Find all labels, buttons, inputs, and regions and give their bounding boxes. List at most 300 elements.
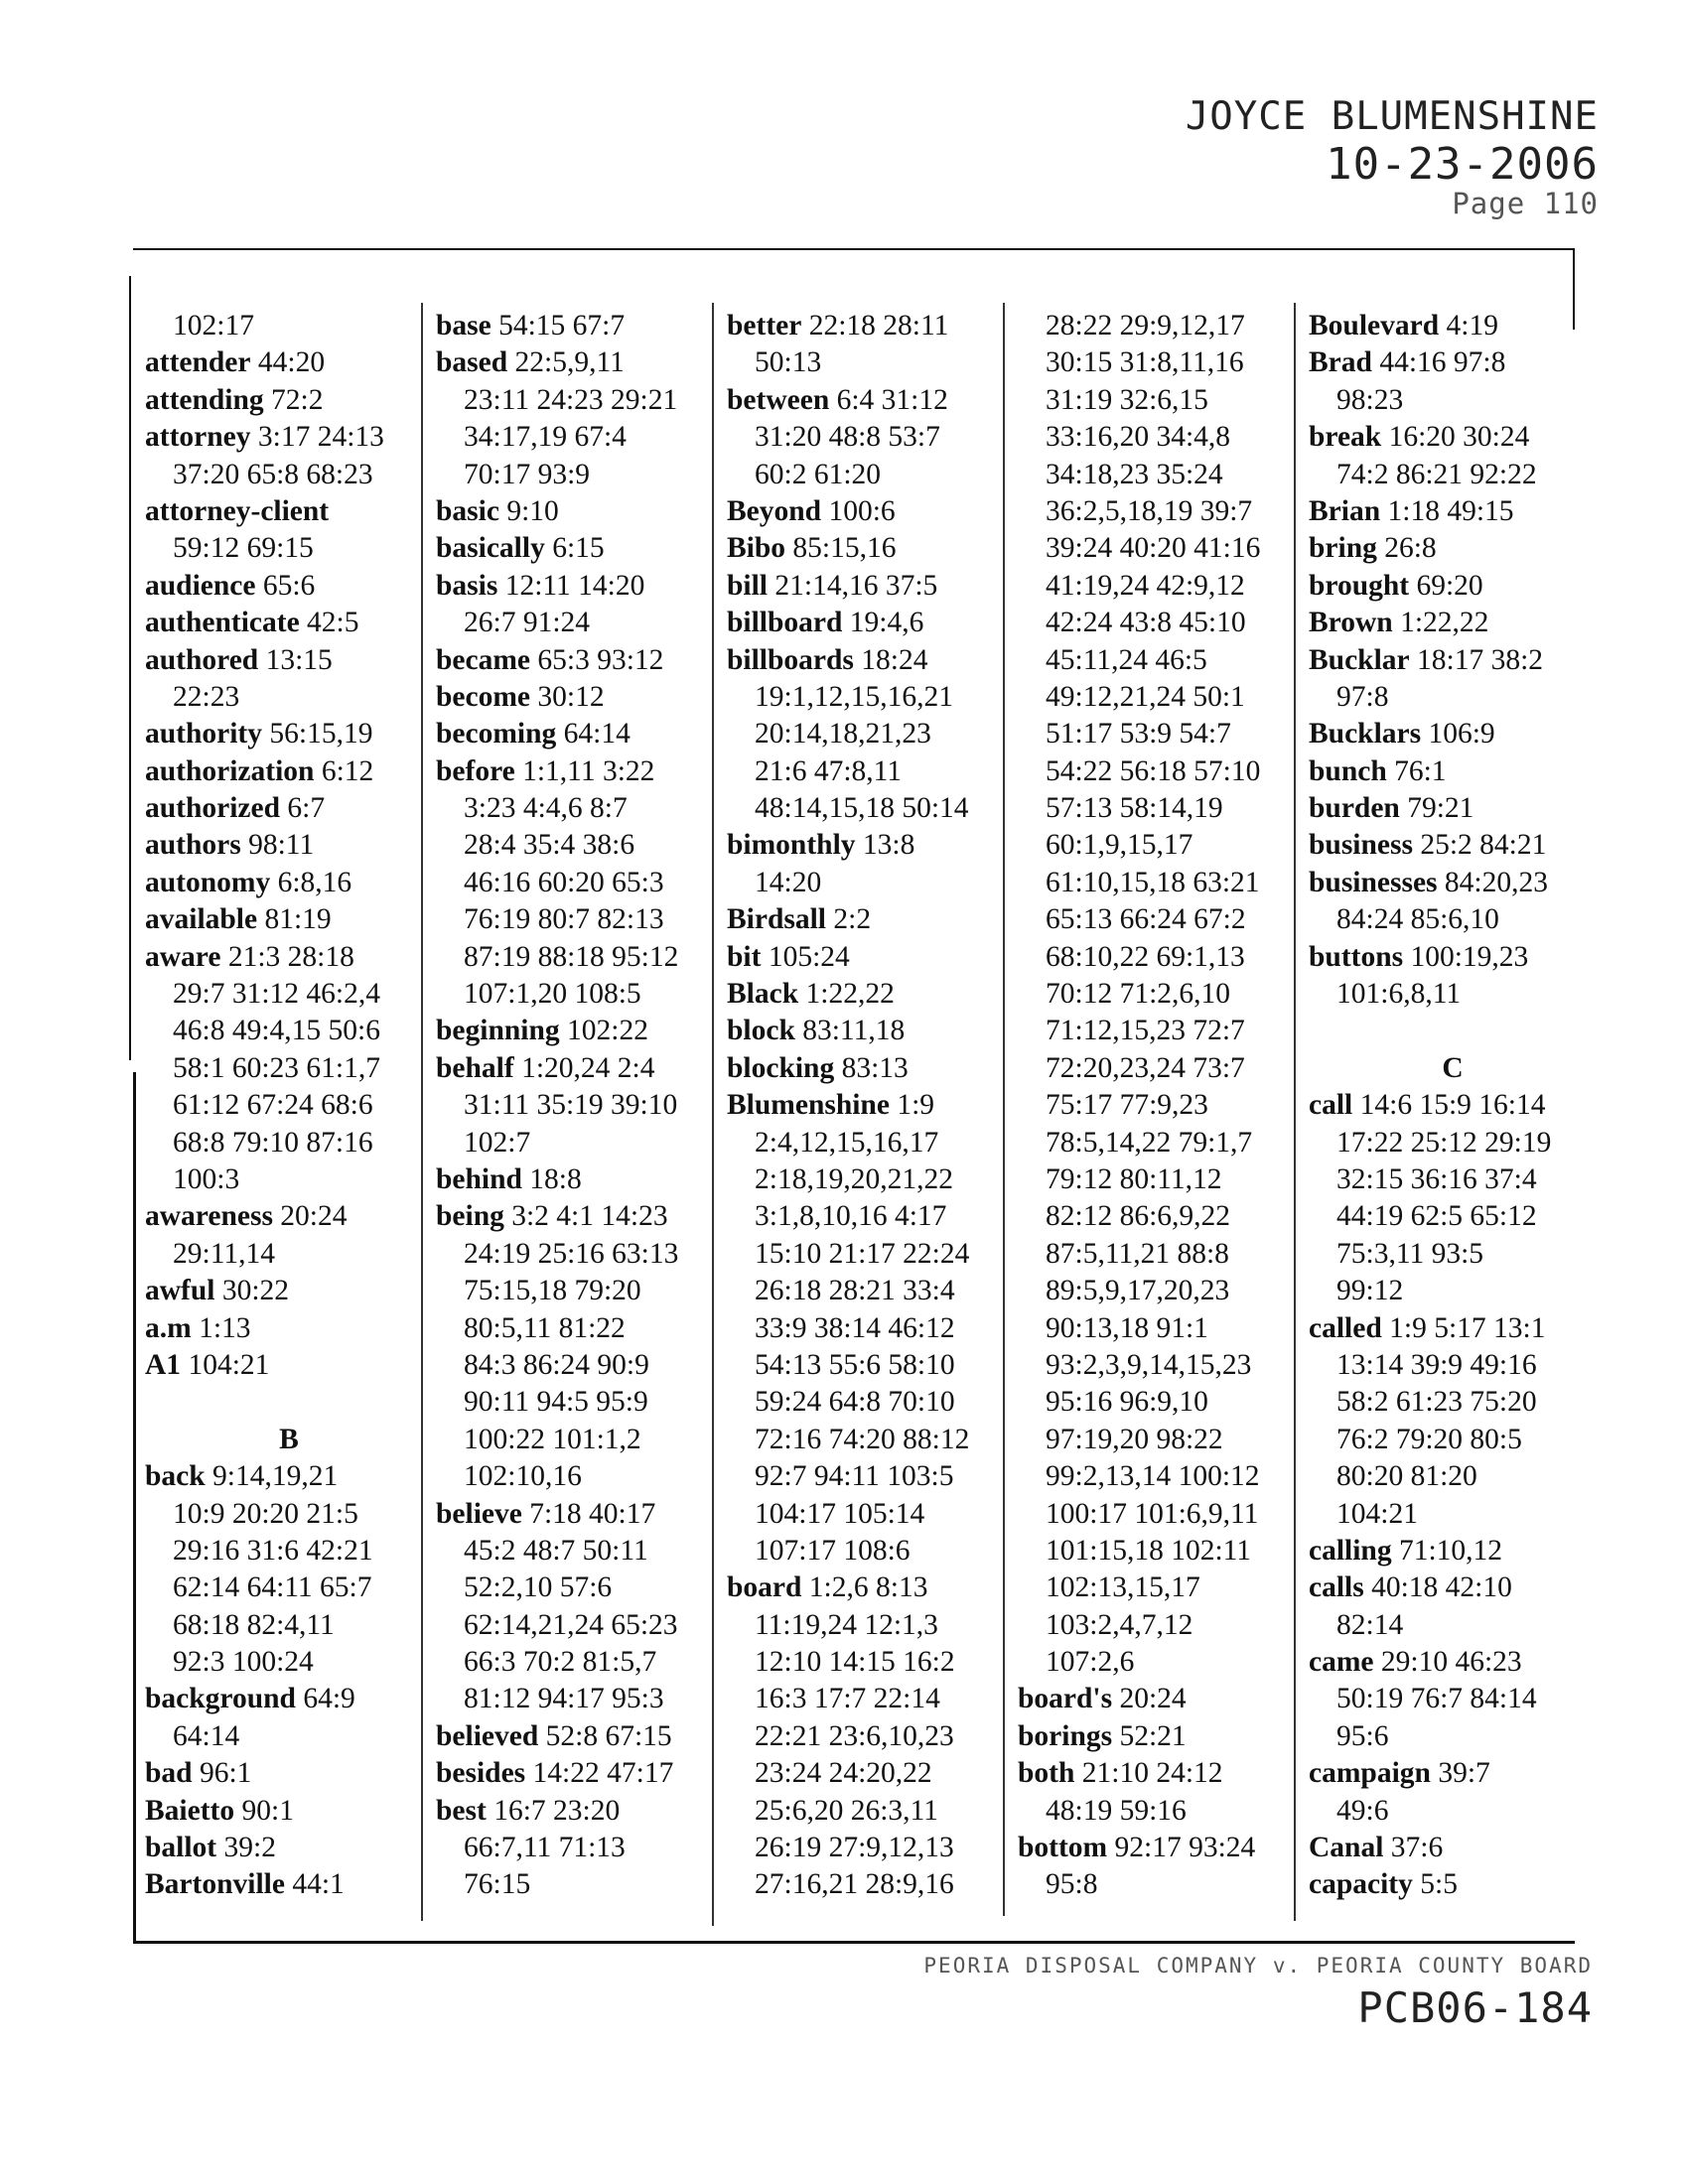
page-line-refs: 54:15 67:7: [498, 310, 626, 341]
index-continuation: [1309, 1793, 1597, 1830]
page-line-refs: 107:2,6: [1046, 1646, 1135, 1679]
index-term: basic: [436, 494, 499, 527]
page-line-refs: 97:8: [1336, 680, 1389, 713]
page-line-refs: 102:13,15,17: [1046, 1571, 1200, 1604]
index-continuation: [1018, 939, 1306, 976]
page-line-refs: 103:2,4,7,12: [1046, 1608, 1193, 1641]
page-line-refs: 81:12 94:17 95:3: [464, 1683, 664, 1715]
index-continuation: [1018, 1570, 1306, 1606]
page-line-refs: 40:18 42:10: [1371, 1571, 1512, 1604]
page-line-refs: 33:16,20 34:4,8: [1046, 421, 1231, 454]
page-line-refs: 22:18 28:11: [808, 310, 949, 341]
index-continuation: [1018, 790, 1306, 827]
index-term: business: [1309, 829, 1413, 862]
page-line-refs: 21:3 28:18: [227, 940, 354, 973]
page-line-refs: 100:6: [828, 494, 896, 527]
page-line-refs: 59:12 69:15: [173, 532, 314, 565]
page-line-refs: 80:5,11 81:22: [464, 1311, 626, 1344]
page-line-refs: 71:12,15,23 72:7: [1046, 1015, 1245, 1047]
page-line-refs: 42:24 43:8 45:10: [1046, 607, 1246, 639]
index-term: board: [727, 1571, 802, 1604]
index-continuation: [727, 716, 1015, 752]
page-line-refs: 106:9: [1428, 718, 1495, 751]
index-column-3: [727, 308, 1015, 1904]
index-term: base: [436, 310, 491, 341]
index-entry: [1309, 308, 1597, 344]
index-continuation: [145, 457, 433, 493]
page-line-refs: 26:7 91:24: [464, 607, 591, 639]
index-continuation: [1018, 679, 1306, 716]
page-line-refs: 102:7: [464, 1126, 531, 1159]
page-line-refs: 20:24: [1119, 1683, 1187, 1715]
index-continuation: [727, 1533, 1015, 1570]
index-entry: [145, 344, 433, 381]
index-continuation: [1018, 976, 1306, 1013]
page-line-refs: 16:20 30:24: [1388, 421, 1530, 454]
index-continuation: [145, 1718, 433, 1755]
index-entry: [727, 605, 1015, 641]
index-entry: [145, 1830, 433, 1866]
page-line-refs: 82:14: [1336, 1608, 1404, 1641]
page-line-refs: 14:20: [755, 866, 822, 898]
index-entry: [1309, 1533, 1597, 1570]
page-line-refs: 68:18 82:4,11: [173, 1608, 335, 1641]
index-term: Brad: [1309, 346, 1372, 379]
page-line-refs: 65:3 93:12: [537, 643, 664, 676]
index-entry: [145, 865, 433, 901]
page-line-refs: 75:17 77:9,23: [1046, 1089, 1208, 1122]
deponent-name: JOYCE BLUMENSHINE: [1185, 94, 1599, 139]
page-line-refs: 57:13 58:14,19: [1046, 792, 1223, 825]
index-continuation: [1309, 1496, 1597, 1533]
index-term: bad: [145, 1757, 193, 1790]
index-continuation: [727, 1161, 1015, 1198]
index-continuation: [727, 1793, 1015, 1830]
page-line-refs: 30:22: [221, 1275, 290, 1307]
index-entry: [727, 1050, 1015, 1087]
index-continuation: [1018, 1273, 1306, 1309]
index-continuation: [727, 1830, 1015, 1866]
frame-left-rule-upper: [129, 276, 131, 1060]
page-line-refs: 60:1,9,15,17: [1046, 829, 1193, 862]
page-line-refs: 16:3 17:7 22:14: [755, 1683, 940, 1715]
page-line-refs: 23:11 24:23 29:21: [464, 383, 678, 416]
index-entry: [145, 419, 433, 456]
index-entry: [1309, 493, 1597, 530]
index-continuation: [1018, 1310, 1306, 1347]
index-entry: [145, 716, 433, 752]
page-line-refs: 6:7: [287, 792, 326, 825]
index-term: buttons: [1309, 940, 1404, 973]
page-line-refs: 19:1,12,15,16,21: [755, 680, 953, 713]
page-line-refs: 20:24: [280, 1200, 348, 1233]
index-entry: [145, 901, 433, 938]
page-line-refs: 28:4 35:4 38:6: [464, 829, 635, 862]
index-continuation: [1018, 419, 1306, 456]
page-line-refs: 6:8,16: [277, 866, 352, 898]
index-entry: [145, 1866, 433, 1903]
page-line-refs: 107:17 108:6: [755, 1534, 911, 1567]
page-line-refs: 76:1: [1394, 754, 1447, 787]
index-continuation: [727, 1718, 1015, 1755]
index-continuation: [1018, 1050, 1306, 1087]
index-entry: [1018, 1755, 1306, 1792]
index-entry: [1309, 1755, 1597, 1792]
index-entry: [1309, 790, 1597, 827]
index-entry: [727, 642, 1015, 679]
index-continuation: [1018, 493, 1306, 530]
page-line-refs: 90:13,18 91:1: [1046, 1311, 1208, 1344]
page-line-refs: 52:8 67:15: [545, 1719, 672, 1752]
index-term: Brian: [1309, 494, 1381, 527]
section-letter: B: [279, 1423, 299, 1455]
index-entry: [145, 1755, 433, 1792]
page-line-refs: 60:2 61:20: [755, 458, 882, 490]
index-continuation: [1018, 308, 1306, 344]
index-entry: [436, 679, 724, 716]
page-line-refs: 17:22 25:12 29:19: [1336, 1126, 1552, 1159]
index-entry: [1309, 568, 1597, 605]
page-line-refs: 1:18 49:15: [1387, 494, 1514, 527]
page-line-refs: 32:15 36:16 37:4: [1336, 1162, 1537, 1195]
index-entry: [436, 1793, 724, 1830]
page-line-refs: 4:19: [1446, 310, 1498, 341]
index-term: billboard: [727, 607, 843, 639]
page-line-refs: 100:3: [173, 1162, 240, 1195]
page-line-refs: 62:14,21,24 65:23: [464, 1608, 678, 1641]
page-line-refs: 1:22,22: [805, 978, 895, 1011]
index-term: attender: [145, 346, 251, 379]
index-continuation: [436, 1273, 724, 1309]
index-term: called: [1309, 1311, 1382, 1344]
index-entry: [1309, 753, 1597, 790]
index-column-4: [1018, 308, 1306, 1904]
index-continuation: [727, 1607, 1015, 1644]
index-entry: [727, 493, 1015, 530]
index-entry: [145, 1310, 433, 1347]
index-continuation: [1309, 1458, 1597, 1495]
index-entry: [727, 382, 1015, 419]
index-entry: [727, 1570, 1015, 1606]
index-entry: [1309, 939, 1597, 976]
index-continuation: [1309, 382, 1597, 419]
index-continuation: [727, 1384, 1015, 1421]
page-line-refs: 18:24: [861, 643, 928, 676]
index-continuation: [145, 1236, 433, 1273]
page-line-refs: 46:16 60:20 65:3: [464, 866, 664, 898]
index-continuation: [1018, 1236, 1306, 1273]
index-entry: [436, 344, 724, 381]
index-term: behind: [436, 1162, 522, 1195]
index-entry: [727, 939, 1015, 976]
index-term: attorney-client: [145, 494, 330, 527]
page-line-refs: 7:18 40:17: [529, 1497, 656, 1530]
index-continuation: [145, 976, 433, 1013]
index-continuation: [1018, 530, 1306, 567]
page-line-refs: 20:14,18,21,23: [755, 718, 931, 751]
index-term: blocking: [727, 1051, 835, 1084]
page-line-refs: 48:14,15,18 50:14: [755, 792, 969, 825]
page-line-refs: 101:15,18 102:11: [1046, 1534, 1252, 1567]
index-term: awareness: [145, 1200, 273, 1233]
index-continuation: [436, 1644, 724, 1681]
index-continuation: [1309, 1422, 1597, 1458]
index-continuation: [1018, 1161, 1306, 1198]
page-line-refs: 49:6: [1336, 1794, 1389, 1827]
index-term: Blumenshine: [727, 1089, 890, 1122]
index-continuation: [1018, 642, 1306, 679]
index-entry: [436, 308, 724, 344]
index-term: Bucklar: [1309, 643, 1410, 676]
index-continuation: [1018, 827, 1306, 864]
page-line-refs: 56:15,19: [269, 718, 373, 751]
index-continuation: [436, 901, 724, 938]
index-entry: [145, 827, 433, 864]
page-line-refs: 70:17 93:9: [464, 458, 591, 490]
index-continuation: [727, 1347, 1015, 1384]
index-entry: [145, 493, 433, 530]
page-line-refs: 24:19 25:16 63:13: [464, 1237, 679, 1270]
index-term: authors: [145, 829, 241, 862]
page-line-refs: 100:22 101:1,2: [464, 1423, 641, 1455]
page-line-refs: 100:19,23: [1410, 940, 1529, 973]
index-continuation: [1309, 1718, 1597, 1755]
spacer-line: [1309, 1013, 1597, 1049]
page-line-refs: 41:19,24 42:9,12: [1046, 569, 1245, 602]
page-line-refs: 13:8: [862, 829, 915, 862]
page-line-refs: 104:21: [188, 1348, 270, 1381]
page-line-refs: 75:15,18 79:20: [464, 1275, 641, 1307]
page-line-refs: 22:21 23:6,10,23: [755, 1719, 954, 1752]
index-term: authorized: [145, 792, 281, 825]
index-term: besides: [436, 1757, 526, 1790]
index-entry: [1309, 865, 1597, 901]
index-continuation: [1018, 1087, 1306, 1124]
index-entry: [1018, 1830, 1306, 1866]
page-line-refs: 85:15,16: [792, 532, 897, 565]
page-line-refs: 79:21: [1407, 792, 1474, 825]
index-column-5: [1309, 308, 1597, 1904]
page-line-refs: 11:19,24 12:1,3: [755, 1608, 938, 1641]
index-term: between: [727, 383, 830, 416]
page-line-refs: 26:8: [1384, 532, 1437, 565]
page-line-refs: 101:6,8,11: [1336, 978, 1462, 1011]
index-entry: [436, 1755, 724, 1792]
frame-bottom-rule: [133, 1941, 1575, 1944]
page-line-refs: 30:12: [537, 680, 605, 713]
index-continuation: [436, 976, 724, 1013]
index-term: Baietto: [145, 1794, 235, 1827]
index-term: Beyond: [727, 494, 822, 527]
index-column-1: [145, 308, 433, 1904]
page-line-refs: 93:2,3,9,14,15,23: [1046, 1348, 1252, 1381]
page-line-refs: 30:15 31:8,11,16: [1046, 346, 1244, 379]
index-term: aware: [145, 940, 221, 973]
index-continuation: [436, 1310, 724, 1347]
index-entry: [727, 1087, 1015, 1124]
page-line-refs: 45:11,24 46:5: [1046, 643, 1207, 676]
index-continuation: [436, 457, 724, 493]
page-line-refs: 14:22 47:17: [532, 1757, 674, 1790]
index-continuation: [727, 1644, 1015, 1681]
page-line-refs: 19:4,6: [849, 607, 924, 639]
page-line-refs: 12:10 14:15 16:2: [755, 1646, 955, 1679]
index-term: Boulevard: [1309, 310, 1440, 341]
page-line-refs: 72:20,23,24 73:7: [1046, 1051, 1245, 1084]
index-entry: [727, 568, 1015, 605]
index-term: bimonthly: [727, 829, 856, 862]
index-term: being: [436, 1200, 504, 1233]
page-line-refs: 25:2 84:21: [1420, 829, 1547, 862]
index-term: before: [436, 754, 515, 787]
page-line-refs: 68:10,22 69:1,13: [1046, 940, 1245, 973]
index-entry: [145, 790, 433, 827]
index-term: based: [436, 346, 508, 379]
index-continuation: [727, 1755, 1015, 1792]
page-line-refs: 6:15: [552, 532, 605, 565]
page-line-refs: 76:19 80:7 82:13: [464, 903, 664, 936]
page-line-refs: 9:10: [506, 494, 559, 527]
page-line-refs: 6:12: [321, 754, 374, 787]
index-continuation: [727, 1198, 1015, 1235]
page-line-refs: 105:24: [768, 940, 850, 973]
page-line-refs: 23:24 24:20,22: [755, 1757, 932, 1790]
index-entry: [145, 642, 433, 679]
index-continuation: [727, 1310, 1015, 1347]
page-line-refs: 75:3,11 93:5: [1336, 1237, 1484, 1270]
index-continuation: [436, 1087, 724, 1124]
index-entry: [145, 1458, 433, 1495]
index-continuation: [145, 1496, 433, 1533]
index-term: basically: [436, 532, 545, 565]
index-continuation: [436, 1607, 724, 1644]
page-line-refs: 54:13 55:6 58:10: [755, 1348, 955, 1381]
index-continuation: [436, 865, 724, 901]
index-entry: [727, 976, 1015, 1013]
case-caption: PEORIA DISPOSAL COMPANY v. PEORIA COUNTY BOARD: [923, 1954, 1593, 1978]
index-continuation: [436, 939, 724, 976]
page-line-refs: 29:10 46:23: [1380, 1646, 1522, 1679]
page-line-refs: 25:6,20 26:3,11: [755, 1794, 938, 1827]
page-line-refs: 45:2 48:7 50:11: [464, 1534, 648, 1567]
index-term: bill: [727, 569, 768, 602]
page-number: Page 110: [1452, 187, 1599, 220]
index-term: campaign: [1309, 1757, 1431, 1790]
section-letter: C: [1442, 1051, 1464, 1084]
page-line-refs: 84:20,23: [1444, 866, 1548, 898]
index-continuation: [436, 1866, 724, 1903]
index-continuation: [436, 1384, 724, 1421]
index-entry: [1309, 1830, 1597, 1866]
index-term: background: [145, 1683, 296, 1715]
page-line-refs: 2:2: [833, 903, 872, 936]
index-entry: [436, 1013, 724, 1049]
page-line-refs: 21:14,16 37:5: [774, 569, 938, 602]
index-continuation: [727, 344, 1015, 381]
page-line-refs: 69:20: [1416, 569, 1483, 602]
index-entry: [145, 753, 433, 790]
page-line-refs: 31:19 32:6,15: [1046, 383, 1208, 416]
index-term: calls: [1309, 1571, 1364, 1604]
index-entry: [436, 1718, 724, 1755]
index-entry: [145, 1347, 433, 1384]
page-line-refs: 33:9 38:14 46:12: [755, 1311, 955, 1344]
index-continuation: [1309, 976, 1597, 1013]
page-line-refs: 26:18 28:21 33:4: [755, 1275, 955, 1307]
index-entry: [436, 568, 724, 605]
page-line-refs: 13:14 39:9 49:16: [1336, 1348, 1537, 1381]
index-continuation: [1018, 382, 1306, 419]
index-term: a.m: [145, 1311, 192, 1344]
page-line-refs: 90:1: [241, 1794, 294, 1827]
page-line-refs: 44:16 97:8: [1379, 346, 1506, 379]
page-line-refs: 51:17 53:9 54:7: [1046, 718, 1231, 751]
page-line-refs: 76:2 79:20 80:5: [1336, 1423, 1522, 1455]
index-column-2: [436, 308, 724, 1904]
index-continuation: [436, 605, 724, 641]
index-entry: [436, 1496, 724, 1533]
index-continuation: [1018, 1198, 1306, 1235]
page-line-refs: 62:14 64:11 65:7: [173, 1571, 372, 1604]
page-line-refs: 2:18,19,20,21,22: [755, 1162, 953, 1195]
index-term: borings: [1018, 1719, 1113, 1752]
index-continuation: [1018, 753, 1306, 790]
index-continuation: [1309, 1384, 1597, 1421]
index-continuation: [1018, 1607, 1306, 1644]
index-term: attorney: [145, 421, 251, 454]
page-line-refs: 37:20 65:8 68:23: [173, 458, 373, 490]
index-continuation: [145, 530, 433, 567]
index-continuation: [1309, 1347, 1597, 1384]
index-term: block: [727, 1015, 795, 1047]
page-line-refs: 58:2 61:23 75:20: [1336, 1386, 1537, 1419]
page-line-refs: 21:10 24:12: [1081, 1757, 1223, 1790]
page-line-refs: 87:5,11,21 88:8: [1046, 1237, 1229, 1270]
index-entry: [1309, 419, 1597, 456]
page-line-refs: 22:23: [173, 680, 240, 713]
page-line-refs: 72:2: [271, 383, 324, 416]
index-continuation: [436, 1533, 724, 1570]
index-continuation: [145, 1050, 433, 1087]
index-entry: [145, 1198, 433, 1235]
page-line-refs: 21:6 47:8,11: [755, 754, 903, 787]
index-entry: [436, 1050, 724, 1087]
index-continuation: [727, 1496, 1015, 1533]
page-line-refs: 1:2,6 8:13: [808, 1571, 928, 1604]
page-line-refs: 26:19 27:9,12,13: [755, 1832, 954, 1864]
page-line-refs: 29:16 31:6 42:21: [173, 1534, 373, 1567]
index-continuation: [436, 1830, 724, 1866]
index-entry: [436, 530, 724, 567]
page-line-refs: 5:5: [1420, 1868, 1458, 1901]
index-continuation: [145, 1533, 433, 1570]
page-line-refs: 66:7,11 71:13: [464, 1832, 626, 1864]
index-term: Bucklars: [1309, 718, 1422, 751]
index-term: back: [145, 1460, 206, 1493]
index-continuation: [145, 308, 433, 344]
page-line-refs: 100:17 101:6,9,11: [1046, 1497, 1259, 1530]
page-line-refs: 44:19 62:5 65:12: [1336, 1200, 1537, 1233]
index-term: board's: [1018, 1683, 1113, 1715]
page-line-refs: 89:5,9,17,20,23: [1046, 1275, 1230, 1307]
page-line-refs: 74:2 86:21 92:22: [1336, 458, 1537, 490]
index-continuation: [1018, 1793, 1306, 1830]
index-continuation: [145, 1161, 433, 1198]
page-line-refs: 1:9 5:17 13:1: [1389, 1311, 1546, 1344]
index-continuation: [727, 1236, 1015, 1273]
page-line-refs: 1:20,24 2:4: [521, 1051, 655, 1084]
index-entry: [1309, 1310, 1597, 1347]
